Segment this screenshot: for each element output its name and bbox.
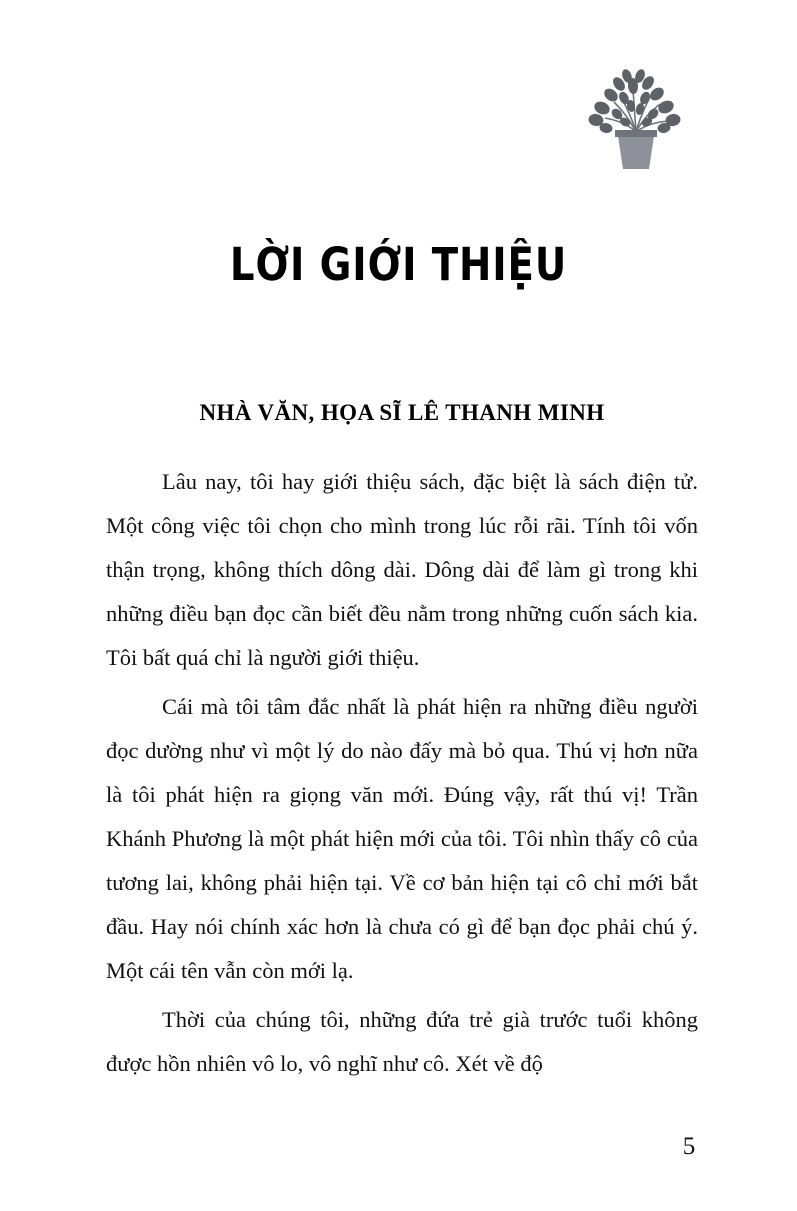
page-title: LỜI GIỚI THIỆU [229, 238, 568, 292]
page-number [0, 1133, 797, 1161]
author-credit: NHÀ VĂN, HỌA SĨ LÊ THANH MINH [199, 400, 605, 425]
paragraph: Thời của chúng tôi, những đứa trẻ già trước tuổi không được hồn nhiên vô lo, vô nghĩ như cô. Xét về độ [106, 1007, 698, 1076]
body-text-block [106, 400, 698, 1086]
page-number-value: 5 [682, 1133, 696, 1160]
paragraph: Lâu nay, tôi hay giới thiệu sách, đặc biệt là sách điện tử. Một công việc tôi chọn cho mình trong lúc rỗi rãi. Tính tôi vốn thận trọng, không thích dông dài. Dông dài để làm gì trong khi những điều bạn đọc cần biết đều nằm trong những cuốn sách kia. Tôi bất quá chỉ là người giới thiệu. [106, 469, 698, 670]
potted-plant-illustration [572, 62, 700, 172]
paragraph: Cái mà tôi tâm đắc nhất là phát hiện ra những điều người đọc dường như vì một lý do nào đấy mà bỏ qua. Thú vị hơn nữa là tôi phát hiện ra giọng văn mới. Đúng vậy, rất thú vị! Trần Khánh Phương là một phát hiện mới của tôi. Tôi nhìn thấy cô của tương lai, không phải hiện tại. Về cơ bản hiện tại cô chỉ mới bắt đầu. Hay nói chính xác hơn là chưa có gì để bạn đọc phải chú ý. Một cái tên vẫn còn mới lạ. [106, 694, 698, 983]
